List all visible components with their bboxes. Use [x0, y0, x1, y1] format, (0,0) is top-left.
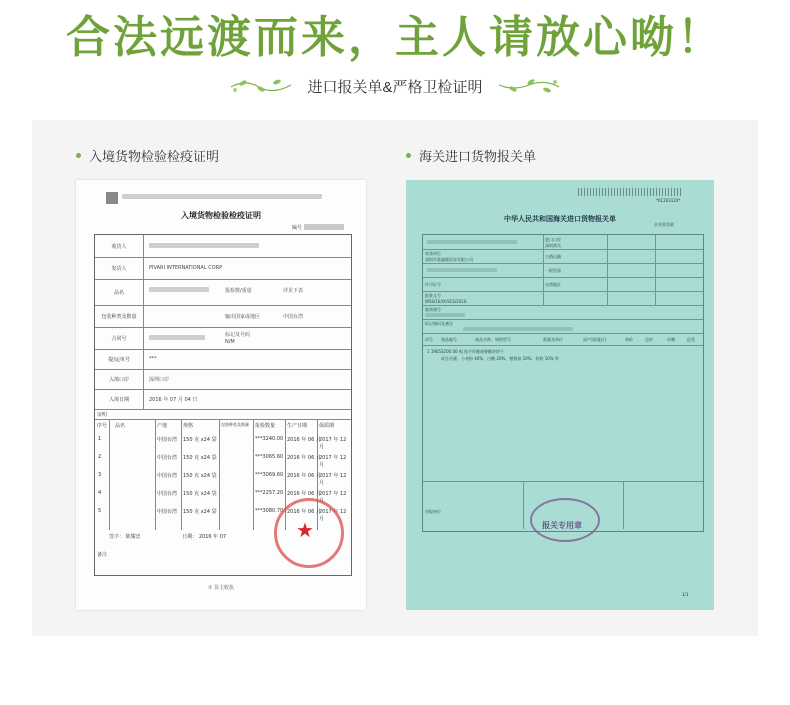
field-value: 一般贸易 — [545, 268, 561, 273]
customs-declaration-image — [406, 180, 714, 610]
field-value: N/M — [225, 339, 235, 345]
certificate-note — [122, 194, 322, 201]
subtitle-row — [0, 74, 790, 98]
field-label: 输出国家或地区 — [225, 314, 261, 320]
field-label: 报检数/重量 — [225, 288, 252, 294]
right-section-label — [406, 146, 536, 165]
column-header: 规格 — [183, 423, 194, 429]
table-cell: ***3240.00 — [255, 436, 284, 442]
table-cell: 2017 年 12 月 — [319, 473, 347, 486]
signer-name: 陈耀忠 — [125, 534, 141, 540]
field-label: 许可证号 — [425, 282, 441, 287]
declaration-title: 中华人民共和国海关进口货物报关单 — [504, 215, 616, 223]
certificate-title: 入境货物检验检疫证明 — [181, 211, 261, 220]
field-label: 提/运单号 — [95, 349, 144, 369]
table-cell: 150 克 x24 袋 — [183, 491, 217, 497]
goods-lines — [423, 345, 703, 482]
table-cell: 2017 年 12 月 — [319, 509, 347, 522]
table-cell: 3 — [98, 472, 102, 478]
declaration-form — [422, 234, 704, 532]
field-value: PIVARI INTERNATIONAL CORP — [149, 265, 223, 271]
sign-date: 2016 年 07 — [198, 534, 227, 540]
table-cell: 2016 年 06 月 — [287, 455, 321, 461]
table-cell: 150 克 x24 袋 — [183, 437, 217, 443]
page-headline: 合法远渡而来，主人请放心呦！ — [66, 12, 724, 63]
table-cell: 2017 年 12 月 — [319, 437, 347, 450]
table-cell: 2016 年 06 月 — [287, 473, 321, 479]
table-cell: 5 — [98, 508, 102, 514]
field-value: 2016 年 07 月 04 日 — [149, 397, 198, 403]
customs-seal-text: 报关专用章 — [542, 521, 582, 530]
column-header: 商品名称、规格型号 — [475, 337, 511, 342]
table-cell: ***2257.20 — [255, 490, 284, 496]
table-cell: 2016 年 06 月 — [287, 437, 321, 443]
table-cell: 2016 年 06 月 — [287, 509, 321, 515]
table-cell: 150 克 x24 袋 — [183, 509, 217, 515]
star-icon: ★ — [296, 518, 314, 542]
column-header: 保质期 — [319, 423, 335, 429]
field-value: WSS/16/IX/SCS/2016 — [425, 299, 467, 304]
barcode-text: *61203124* — [656, 198, 681, 203]
goods-description: 成分含量：小麦粉 40%、白糖 20%、植物油 10%、奶粉 10% 等 — [441, 356, 559, 361]
table-cell: ***3069.60 — [255, 472, 284, 478]
field-label: 集装箱号 — [425, 307, 441, 312]
remark-label: 备注 — [97, 552, 108, 558]
field-label: 入境口岸 — [95, 369, 144, 389]
form-row — [95, 305, 351, 328]
certificate-number-redacted — [304, 224, 344, 230]
column-header: 商品编号 — [441, 337, 457, 342]
form-row — [95, 327, 351, 350]
column-header: 总价 — [645, 337, 653, 342]
column-header: 产地 — [157, 423, 168, 429]
right-vine-ornament — [497, 77, 561, 95]
inspection-certificate-image — [76, 180, 366, 610]
field-value: 台湾地区 — [545, 282, 561, 287]
signature-row: 签字： 陈耀忠 日期： 2016 年 07 — [109, 534, 227, 540]
column-header: 征免 — [687, 337, 695, 342]
field-label: 收货单位 — [425, 251, 441, 256]
field-value: 深圳湾关 — [545, 243, 561, 248]
table-cell: 2017 年 12 月 — [319, 455, 347, 468]
bullet-icon — [76, 153, 81, 158]
table-cell: 150 克 x24 袋 — [183, 473, 217, 479]
table-cell: ***3065.60 — [255, 454, 284, 460]
field-label: 收货人 — [95, 235, 144, 257]
field-value: 中国台湾 — [283, 314, 304, 320]
field-label: 发货人 — [95, 257, 144, 279]
field-label: 批准文号 — [425, 293, 441, 298]
table-cell: 中国台湾 — [157, 491, 178, 497]
right-section-title: 海关进口货物报关单 — [419, 149, 537, 164]
field-label: 品名 — [95, 279, 144, 305]
form-row — [95, 389, 351, 410]
column-header: 报检数量 — [255, 423, 276, 429]
column-header: 原产国(地区) — [583, 337, 607, 342]
field-label: 包装种类及数量 — [95, 305, 144, 327]
column-header: 单价 — [625, 337, 633, 342]
form-row — [95, 349, 351, 370]
proof-label: 证明 — [97, 412, 108, 418]
table-cell: 150 克 x24 袋 — [183, 455, 217, 461]
field-label: 入境日期 — [95, 389, 144, 409]
table-cell: 中国台湾 — [157, 473, 178, 479]
form-row — [95, 369, 351, 390]
field-label: 标记唛码及备注 — [425, 321, 453, 326]
field-value: 深圳口岸 — [149, 377, 170, 383]
table-cell: 中国台湾 — [157, 509, 178, 515]
form-row — [95, 279, 351, 306]
field-value: 详见下表 — [283, 288, 304, 294]
field-label: 合同号 — [95, 327, 144, 349]
table-cell: 1 — [98, 436, 102, 442]
certificate-footer: ① 货主收执 — [207, 585, 235, 591]
table-cell: 中国台湾 — [157, 455, 178, 461]
table-cell: 4 — [98, 490, 102, 496]
table-cell: 2017 年 12 月 — [319, 491, 347, 504]
column-header: 币制 — [667, 337, 675, 342]
page-subtitle: 进口报关单&严格卫检证明 — [307, 78, 483, 96]
table-cell: ***3080.70 — [255, 508, 284, 514]
field-label: 进口口岸 — [545, 237, 561, 242]
field-value: 公路运输 — [545, 254, 561, 259]
column-header: 数量及单位 — [543, 337, 563, 342]
column-header: 包装种类及数量 — [221, 422, 249, 427]
column-header: 序号 — [97, 423, 108, 429]
column-header: 生产日期 — [287, 423, 308, 429]
table-cell: 中国台湾 — [157, 437, 178, 443]
field-label: 标记及号码 — [225, 332, 251, 338]
left-vine-ornament — [229, 77, 293, 95]
left-section-title: 入境货物检验检疫证明 — [89, 149, 220, 164]
table-cell: 2 — [98, 454, 102, 460]
form-row — [95, 257, 351, 280]
field-label: 申报单位 — [425, 509, 441, 514]
table-cell: 2016 年 06 月 — [287, 491, 321, 497]
barcode-icon — [578, 188, 682, 196]
field-value: *** — [149, 356, 157, 362]
goods-line: 1 19053200.00 AJ 纯手作健康香酥炒饼干 — [427, 349, 504, 354]
page-index: 1/1 — [682, 592, 689, 597]
form-row — [95, 235, 351, 258]
certificates-panel — [32, 120, 758, 636]
keep-note: 企业留存联 — [654, 222, 674, 227]
certificate-number-label: 编号 — [292, 225, 303, 231]
column-header: 项号 — [425, 337, 433, 342]
column-header: 品名 — [115, 423, 126, 429]
bullet-icon — [406, 153, 411, 158]
left-section-label — [76, 146, 219, 165]
field-value: 深圳市嘉鑫隆贸易有限公司 — [425, 257, 473, 262]
qr-code-icon — [106, 192, 118, 204]
